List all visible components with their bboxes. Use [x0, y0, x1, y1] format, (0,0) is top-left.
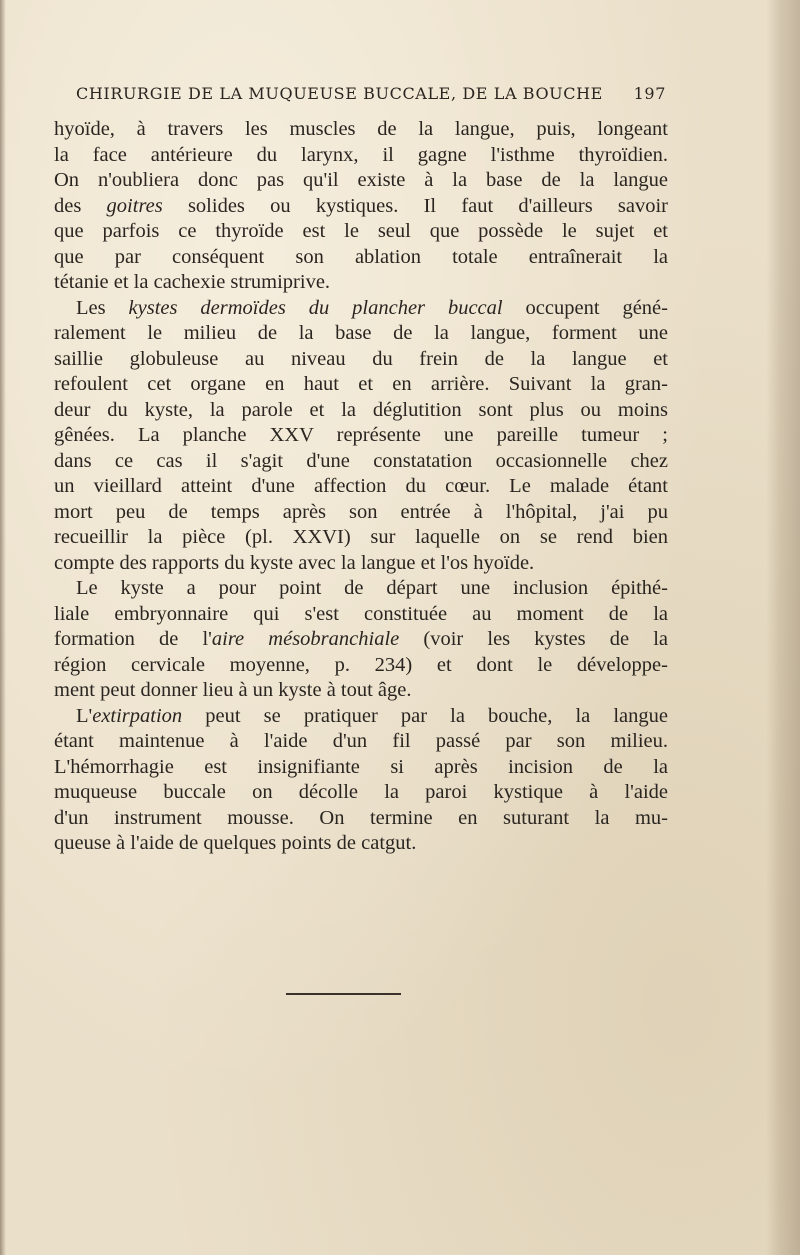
text-segment: d'un instrument mousse. On termine en suturant la mu- [54, 806, 668, 829]
text-line [54, 143, 668, 169]
text-line [54, 398, 668, 424]
text-segment: peut se pratiquer par la bouche, la langue [182, 704, 668, 727]
text-line [54, 602, 668, 628]
text-segment: Le kyste a pour point de départ une inclusion épithé- [76, 577, 668, 599]
text-segment: des [54, 194, 107, 217]
text-line [54, 296, 668, 322]
paragraph [54, 117, 668, 296]
paragraph [54, 296, 668, 577]
text-line [54, 423, 668, 449]
text-segment: ment peut donner lieu à un kyste à tout âge. [54, 679, 412, 701]
text-segment: extirpation [92, 704, 183, 727]
text-segment: L'hémorrhagie est insignifiante si après incision de la [54, 755, 668, 778]
text-line [54, 168, 668, 194]
text-segment: la face antérieure du larynx, il gagne l'isthme thyroïdien. [54, 143, 668, 166]
body-text [54, 117, 668, 857]
text-segment: hyoïde, à travers les muscles de la langue, puis, longeant [54, 118, 668, 140]
text-line [54, 831, 668, 857]
text-segment: tétanie et la cachexie strumiprive. [54, 271, 331, 293]
text-segment: refoulent cet organe en haut et en arrière. Suivant la gran- [54, 373, 668, 395]
section-end-rule [286, 993, 401, 995]
text-line [54, 678, 668, 704]
text-line [54, 704, 668, 730]
page-edge-shadow [766, 0, 800, 1255]
running-title: CHIRURGIE DE LA MUQUEUSE BUCCALE, DE LA BOUCHE [76, 84, 603, 103]
text-segment: deur du kyste, la parole et la déglutition sont plus ou moins [54, 398, 668, 421]
text-segment: formation de l' [54, 628, 212, 650]
text-line [54, 780, 668, 806]
text-segment: gênées. La planche XXV représente une pareille tumeur ; [54, 424, 668, 446]
page-gutter-shadow [0, 0, 6, 1255]
text-segment: recueillir la pièce (pl. XXVI) sur laquelle on se rend bien [54, 526, 668, 548]
text-segment: mort peu de temps après son entrée à l'hôpital, j'ai pu [54, 500, 668, 523]
text-segment: kystes dermoïdes du plancher buccal [128, 296, 503, 319]
text-segment: dans ce cas il s'agit d'une constatation occasionnelle chez [54, 449, 668, 472]
page-number: 197 [633, 84, 666, 103]
text-line [54, 321, 668, 347]
text-segment: aire mésobranchiale [211, 628, 400, 650]
text-segment: L' [76, 704, 93, 727]
paragraph [54, 704, 668, 857]
text-segment: région cervicale moyenne, p. 234) et dont le développe- [54, 653, 668, 676]
text-line [54, 525, 668, 551]
text-segment: queuse à l'aide de quelques points de catgut. [54, 832, 417, 854]
running-header [76, 84, 666, 103]
text-segment: saillie globuleuse au niveau du frein de la langue et [54, 347, 668, 370]
text-line [54, 372, 668, 398]
text-line [54, 219, 668, 245]
text-segment: ralement le milieu de la base de la langue, forment une [54, 322, 668, 344]
text-segment: solides ou kystiques. Il faut d'ailleurs savoir [162, 194, 669, 217]
text-line [54, 653, 668, 679]
text-segment: compte des rapports du kyste avec la langue et l'os hyoïde. [54, 551, 535, 574]
paragraph [54, 576, 668, 704]
text-line [54, 806, 668, 832]
text-segment: (voir les kystes de la [399, 628, 668, 650]
text-line [54, 576, 668, 602]
text-segment: On n'oubliera donc pas qu'il existe à la base de la langue [54, 169, 668, 191]
text-line [54, 627, 668, 653]
text-line [54, 755, 668, 781]
text-line [54, 551, 668, 577]
text-line [54, 117, 668, 143]
text-segment: goitres [106, 194, 163, 217]
text-segment: étant maintenue à l'aide d'un fil passé par son milieu. [54, 730, 668, 752]
text-segment: Les [76, 296, 129, 319]
text-segment: que parfois ce thyroïde est le seul que possède le sujet et [54, 220, 668, 242]
text-line [54, 729, 668, 755]
text-segment: liale embryonnaire qui s'est constituée au moment de la [54, 602, 668, 625]
text-line [54, 449, 668, 475]
text-line [54, 270, 668, 296]
text-segment: occupent géné- [502, 296, 668, 319]
text-segment: que par conséquent son ablation totale entraînerait la [54, 245, 668, 268]
text-line [54, 474, 668, 500]
text-segment: un vieillard atteint d'une affection du cœur. Le malade étant [54, 475, 668, 497]
text-segment: muqueuse buccale on décolle la paroi kystique à l'aide [54, 781, 668, 803]
text-line [54, 245, 668, 271]
text-line [54, 500, 668, 526]
text-line [54, 347, 668, 373]
text-line [54, 194, 668, 220]
